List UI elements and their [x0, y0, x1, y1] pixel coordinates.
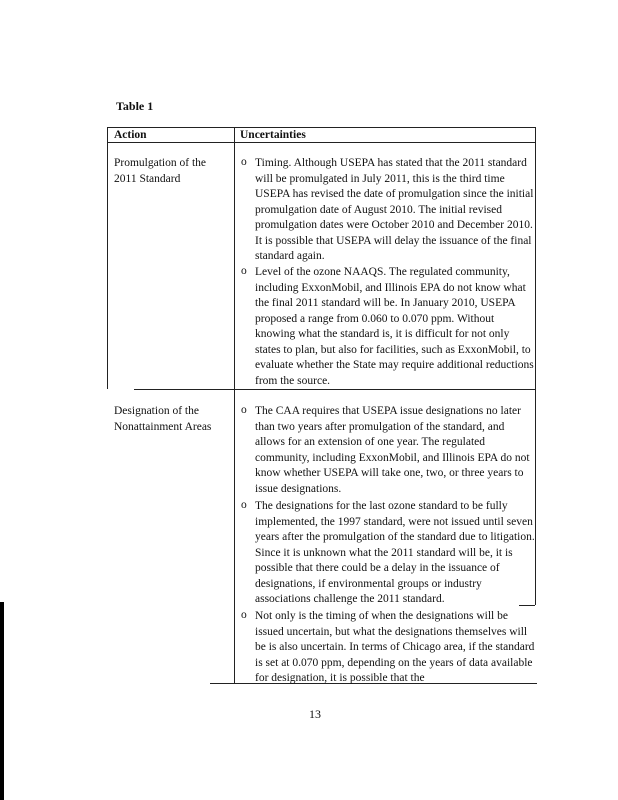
uncertainty-designations-content: Not only is the timing of when the designations will be issued uncertain, but what the designations themselves will be is also uncertain. In terms of Chicago area, if the standard is set at 0.070 ppm, depending on the years of data available for designation, it is possible that the — [255, 610, 535, 684]
scan-edge-mark — [0, 602, 4, 800]
bullet-marker: o — [241, 609, 247, 621]
uncertainty-timing: Timing. Although USEPA has stated that the 2011 standard will be promulgated in July 2011, this is the third time USEPA has revised the date of promulgation since the initial promulgation date of August 2010. The initial revised promulgation dates were October 2010 and December 2010. It is possible that USEPA will delay the issuance of the final standard again. — [255, 157, 534, 262]
bullet-marker: o — [241, 265, 247, 277]
action-line: 2011 Standard — [114, 172, 181, 185]
table-top-border — [107, 127, 535, 128]
bullet-marker: o — [241, 156, 247, 168]
row-divider — [134, 389, 535, 390]
uncertainty-1997-standard: The designations for the last ozone standard to be fully implemented, the 1997 standard, were not issued until seven years after the promulgation of the standard due to litigation. Since it is unknown what the 2011 standard will be, it is possible that there could be a delay in the issuance of designations, if environmental groups or industry associations challenge the 2011 standard. — [255, 500, 535, 605]
column-divider — [234, 127, 235, 683]
action-designation — [114, 404, 211, 435]
page-number: 13 — [309, 707, 321, 721]
uncertainty-ozone-level: Level of the ozone NAAQS. The regulated community, including ExxonMobil, and Illinois EPA do not know what the final 2011 standard will be. In January 2010, USEPA proposed a range from 0.060 to 0.070 ppm. Without knowing what the standard is, it is difficult for not only states to plan, but also for facilities, such as ExxonMobil, to evaluate whether the State may require additional reductions from the source. — [255, 266, 534, 387]
table-left-border — [107, 127, 108, 389]
header-bottom-border — [107, 142, 535, 143]
action-line: Nonattainment Areas — [114, 420, 212, 433]
header-action: Action — [114, 129, 147, 141]
bullet-marker: o — [241, 499, 247, 511]
action-line: Designation of the — [114, 405, 199, 417]
uncertainty-designation-timing: The CAA requires that USEPA issue designations no later than two years after promulgation of the standard, and allows for an extension of one year. The regulated community, including ExxonMobil, and Illinois EPA do not know whether USEPA will take one, two, or three years to issue designations. — [255, 405, 530, 495]
action-promulgation — [114, 156, 206, 187]
table-right-border — [535, 127, 536, 605]
action-line: Promulgation of the — [114, 157, 206, 169]
bullet-marker: o — [241, 404, 247, 416]
table-caption: Table 1 — [116, 99, 154, 113]
header-uncertainties: Uncertainties — [240, 129, 306, 141]
